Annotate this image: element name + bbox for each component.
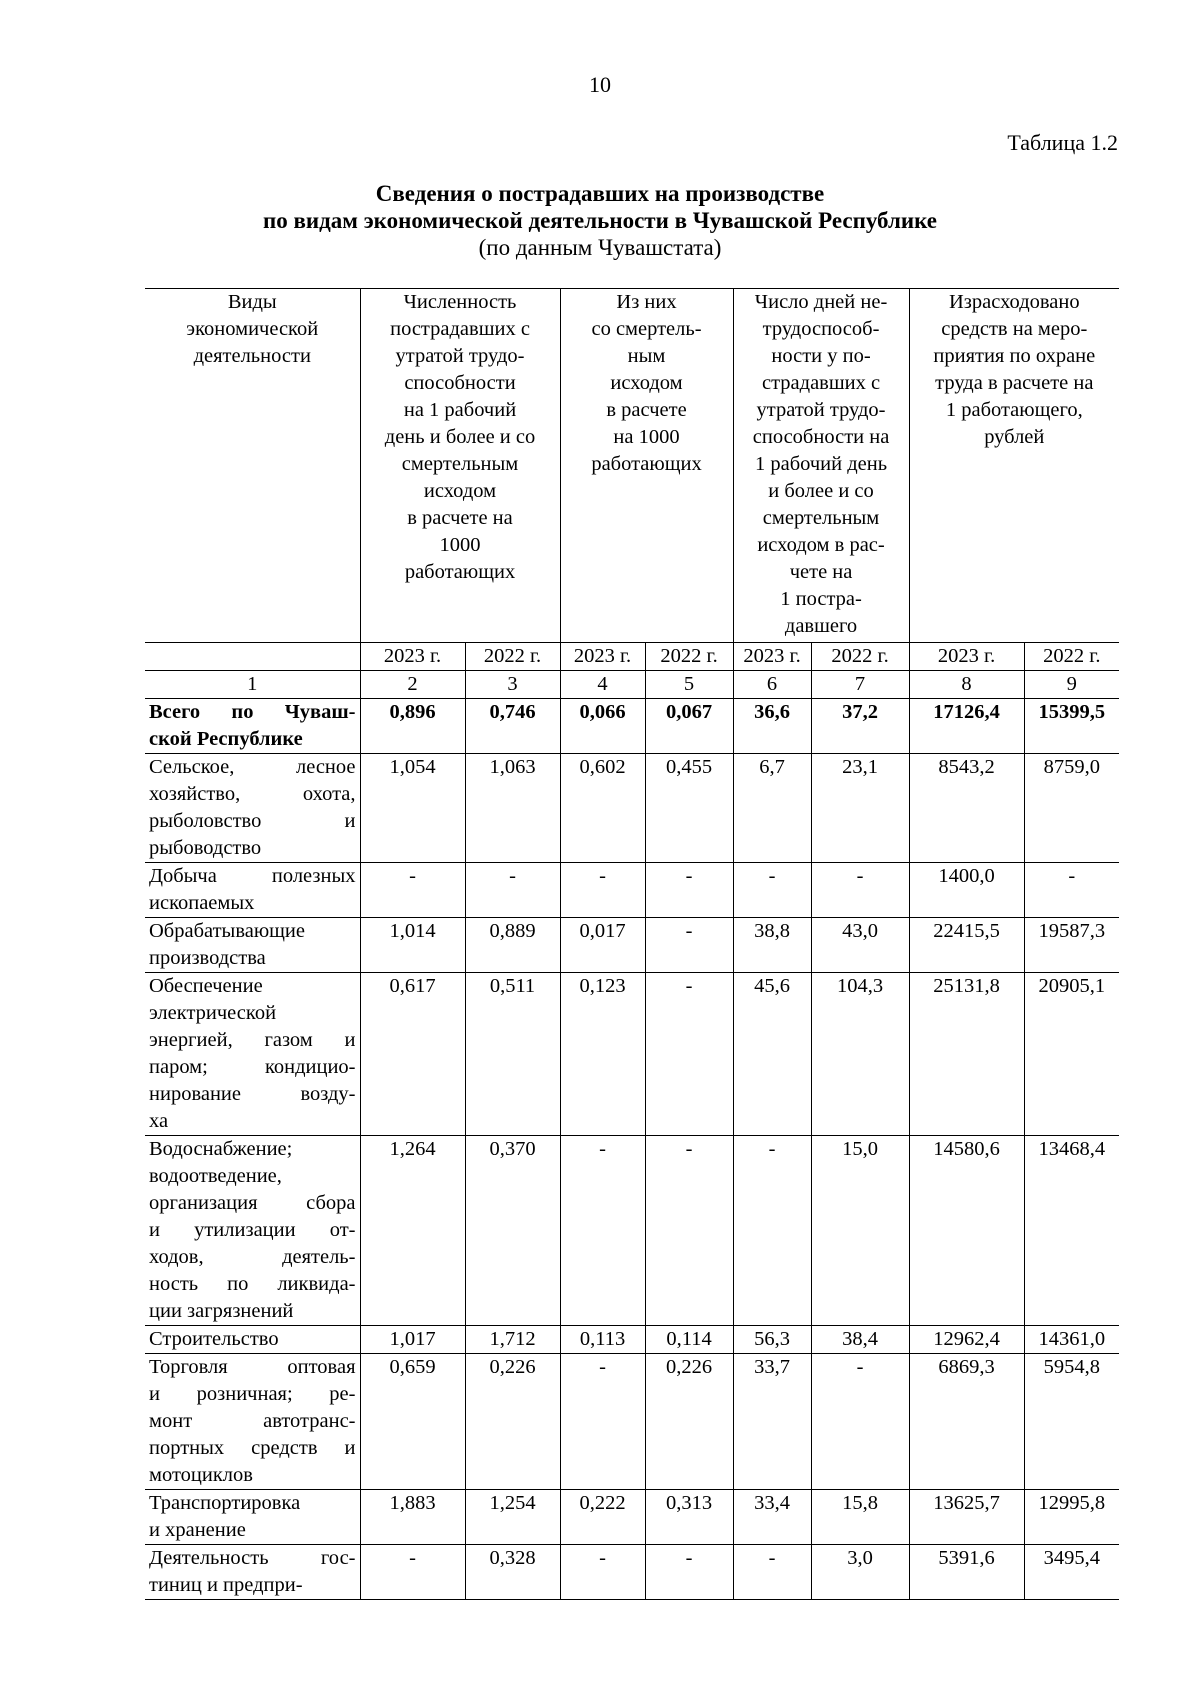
- value-cell: 33,4: [733, 1490, 811, 1545]
- value-cell: 17126,4: [909, 699, 1024, 754]
- value-cell: -: [360, 863, 465, 918]
- value-cell: 104,3: [811, 973, 909, 1136]
- column-number: 2: [360, 671, 465, 699]
- header-line: давшего: [784, 615, 858, 637]
- value-cell: 0,889: [465, 918, 560, 973]
- year-cell: 2022 г.: [811, 643, 909, 671]
- title-line-1: Сведения о пострадавших на производстве: [375, 181, 825, 206]
- value-cell: 1,014: [360, 918, 465, 973]
- table-label: Таблица 1.2: [1007, 130, 1118, 155]
- header-line: исходом: [423, 480, 497, 502]
- activity-name-cell: [145, 1326, 360, 1354]
- activity-name-line: и розничная; ре-: [149, 1383, 356, 1405]
- activity-name-cell: [145, 699, 360, 754]
- value-cell: 1,054: [360, 754, 465, 863]
- activity-name-line: рыбоводство: [149, 837, 262, 859]
- value-cell: 0,455: [645, 754, 733, 863]
- title-source: (по данным Чувашстата): [478, 235, 722, 260]
- header-line: и более и со: [768, 480, 874, 502]
- header-line: деятельности: [193, 345, 311, 367]
- header-disability-days: [733, 289, 909, 643]
- value-cell: 0,896: [360, 699, 465, 754]
- year-cell: 2023 г.: [560, 643, 645, 671]
- header-activity: [145, 289, 360, 643]
- value-cell: 23,1: [811, 754, 909, 863]
- value-cell: 0,617: [360, 973, 465, 1136]
- value-cell: 38,8: [733, 918, 811, 973]
- column-number: 6: [733, 671, 811, 699]
- value-cell: -: [560, 1354, 645, 1490]
- column-number: 8: [909, 671, 1024, 699]
- header-line: смертельным: [401, 453, 519, 475]
- activity-name-line: Сельское, лесное: [149, 756, 356, 778]
- value-cell: 56,3: [733, 1326, 811, 1354]
- value-cell: 3495,4: [1024, 1545, 1119, 1600]
- value-cell: 0,226: [645, 1354, 733, 1490]
- activity-name-line: Всего по Чуваш-: [149, 701, 356, 723]
- value-cell: -: [560, 1136, 645, 1326]
- value-cell: 12962,4: [909, 1326, 1024, 1354]
- header-line: способности на: [752, 426, 890, 448]
- header-injured-rate: [360, 289, 560, 643]
- activity-name-line: и хранение: [149, 1519, 246, 1541]
- header-line: смертельным: [762, 507, 880, 529]
- column-number: 3: [465, 671, 560, 699]
- header-line: чете на: [789, 561, 853, 583]
- value-cell: -: [733, 1136, 811, 1326]
- table-body: [145, 699, 1119, 1600]
- years-row: [145, 643, 1119, 671]
- header-line: 1000: [439, 534, 481, 556]
- value-cell: 1,063: [465, 754, 560, 863]
- value-cell: 0,113: [560, 1326, 645, 1354]
- header-line: Из них: [616, 291, 677, 313]
- activity-name-line: монт автотранс-: [149, 1410, 356, 1432]
- table-row: [145, 754, 1119, 863]
- activity-name-line: и утилизации от-: [149, 1219, 356, 1241]
- header-line: страдавших с: [761, 372, 881, 394]
- header-line: способности: [404, 372, 516, 394]
- value-cell: -: [733, 1545, 811, 1600]
- header-line: Виды: [227, 291, 277, 313]
- year-cell: 2023 г.: [733, 643, 811, 671]
- value-cell: -: [645, 918, 733, 973]
- value-cell: 6869,3: [909, 1354, 1024, 1490]
- value-cell: 8759,0: [1024, 754, 1119, 863]
- value-cell: 0,066: [560, 699, 645, 754]
- value-cell: -: [645, 973, 733, 1136]
- header-line: приятия по охране: [933, 345, 1096, 367]
- table-row: [145, 1326, 1119, 1354]
- activity-name-cell: [145, 1490, 360, 1545]
- column-number: 4: [560, 671, 645, 699]
- activity-name-cell: [145, 863, 360, 918]
- table-row: [145, 1545, 1119, 1600]
- value-cell: 14361,0: [1024, 1326, 1119, 1354]
- value-cell: 6,7: [733, 754, 811, 863]
- value-cell: 14580,6: [909, 1136, 1024, 1326]
- activity-name-line: ции загрязнений: [149, 1300, 294, 1322]
- value-cell: 13468,4: [1024, 1136, 1119, 1326]
- activity-name-line: ходов, деятель-: [149, 1246, 356, 1268]
- activity-name-line: Торговля оптовая: [149, 1356, 356, 1378]
- value-cell: 0,067: [645, 699, 733, 754]
- activity-name-line: хозяйство, охота,: [149, 783, 356, 805]
- activity-name-line: мотоциклов: [149, 1464, 253, 1486]
- activity-name-line: ископаемых: [149, 892, 255, 914]
- header-line: день и более и со: [384, 426, 536, 448]
- value-cell: 5391,6: [909, 1545, 1024, 1600]
- value-cell: 20905,1: [1024, 973, 1119, 1136]
- value-cell: 0,328: [465, 1545, 560, 1600]
- column-number: 9: [1024, 671, 1119, 699]
- activity-name-line: Добыча полезных: [149, 865, 356, 887]
- value-cell: -: [560, 1545, 645, 1600]
- table-row: [145, 1490, 1119, 1545]
- value-cell: 0,226: [465, 1354, 560, 1490]
- activity-name-line: производства: [149, 947, 266, 969]
- years-empty-cell: [145, 643, 360, 671]
- value-cell: -: [560, 863, 645, 918]
- value-cell: 1,254: [465, 1490, 560, 1545]
- value-cell: 1,883: [360, 1490, 465, 1545]
- header-expenditure: [909, 289, 1119, 643]
- activity-name-cell: [145, 754, 360, 863]
- table-row: [145, 1354, 1119, 1490]
- value-cell: 43,0: [811, 918, 909, 973]
- header-line: в расчете: [606, 399, 687, 421]
- column-numbers-row: [145, 671, 1119, 699]
- activity-name-line: нирование возду-: [149, 1083, 356, 1105]
- value-cell: 22415,5: [909, 918, 1024, 973]
- header-line: 1 постра-: [780, 588, 862, 610]
- year-cell: 2022 г.: [645, 643, 733, 671]
- activity-name-line: ха: [149, 1110, 169, 1132]
- year-cell: 2023 г.: [360, 643, 465, 671]
- activity-name-line: портных средств и: [149, 1437, 356, 1459]
- table-row: [145, 863, 1119, 918]
- activity-name-line: паром; кондицио-: [149, 1056, 356, 1078]
- header-line: на 1 рабочий: [403, 399, 517, 421]
- header-line: работающих: [591, 453, 702, 475]
- value-cell: 15,8: [811, 1490, 909, 1545]
- value-cell: 19587,3: [1024, 918, 1119, 973]
- value-cell: 0,602: [560, 754, 645, 863]
- value-cell: 15399,5: [1024, 699, 1119, 754]
- value-cell: 1400,0: [909, 863, 1024, 918]
- value-cell: 37,2: [811, 699, 909, 754]
- activity-name-line: тиниц и предпри-: [149, 1574, 303, 1596]
- value-cell: 0,313: [645, 1490, 733, 1545]
- activity-name-cell: [145, 1545, 360, 1600]
- value-cell: 38,4: [811, 1326, 909, 1354]
- header-line: 1 рабочий день: [754, 453, 888, 475]
- value-cell: 0,017: [560, 918, 645, 973]
- header-line: утратой трудо-: [756, 399, 886, 421]
- header-line: исходом: [610, 372, 683, 394]
- value-cell: 36,6: [733, 699, 811, 754]
- column-number: 5: [645, 671, 733, 699]
- column-number: 1: [145, 671, 360, 699]
- year-cell: 2022 г.: [465, 643, 560, 671]
- value-cell: 13625,7: [909, 1490, 1024, 1545]
- activity-name-cell: [145, 973, 360, 1136]
- header-line: пострадавших с: [390, 318, 530, 340]
- value-cell: -: [465, 863, 560, 918]
- header-row: [145, 289, 1119, 643]
- activity-name-line: Обрабатывающие: [149, 920, 305, 942]
- value-cell: -: [811, 1354, 909, 1490]
- header-line: рублей: [984, 426, 1045, 448]
- header-fatal-rate: [560, 289, 733, 643]
- value-cell: -: [811, 863, 909, 918]
- value-cell: -: [645, 863, 733, 918]
- value-cell: 15,0: [811, 1136, 909, 1326]
- value-cell: 0,511: [465, 973, 560, 1136]
- value-cell: 45,6: [733, 973, 811, 1136]
- header-line: 1 работающего,: [945, 399, 1083, 421]
- header-line: трудоспособ-: [762, 318, 880, 340]
- value-cell: -: [645, 1136, 733, 1326]
- year-cell: 2023 г.: [909, 643, 1024, 671]
- value-cell: 3,0: [811, 1545, 909, 1600]
- value-cell: 0,222: [560, 1490, 645, 1545]
- value-cell: 1,017: [360, 1326, 465, 1354]
- page-number: 10: [589, 72, 611, 97]
- header-line: исходом в рас-: [757, 534, 885, 556]
- header-line: работающих: [404, 561, 516, 583]
- header-line: Численность: [403, 291, 517, 313]
- header-line: экономической: [186, 318, 319, 340]
- header-line: Израсходовано: [948, 291, 1080, 313]
- activity-name-line: Деятельность гос-: [149, 1547, 356, 1569]
- activity-name-cell: [145, 918, 360, 973]
- header-line: ности у по-: [771, 345, 871, 367]
- value-cell: -: [1024, 863, 1119, 918]
- column-number: 7: [811, 671, 909, 699]
- activity-name-line: Водоснабжение;: [149, 1138, 293, 1160]
- activity-name-line: Транспортировка: [149, 1492, 301, 1514]
- value-cell: -: [733, 863, 811, 918]
- injury-statistics-table: [145, 288, 1119, 1600]
- value-cell: 12995,8: [1024, 1490, 1119, 1545]
- activity-name-line: энергией, газом и: [149, 1029, 356, 1051]
- table-title: [0, 180, 1200, 261]
- header-line: в расчете на: [407, 507, 513, 529]
- header-line: Число дней не-: [754, 291, 888, 313]
- value-cell: 0,746: [465, 699, 560, 754]
- table-row: [145, 1136, 1119, 1326]
- value-cell: 25131,8: [909, 973, 1024, 1136]
- header-line: средств на меро-: [941, 318, 1088, 340]
- value-cell: -: [645, 1545, 733, 1600]
- table-row: [145, 699, 1119, 754]
- header-line: на 1000: [613, 426, 680, 448]
- activity-name-cell: [145, 1354, 360, 1490]
- activity-name-cell: [145, 1136, 360, 1326]
- activity-name-line: водоотведение,: [149, 1165, 282, 1187]
- activity-name-line: ской Республике: [149, 728, 303, 750]
- title-line-2: по видам экономической деятельности в Чувашской Республике: [263, 208, 937, 233]
- header-line: ным: [627, 345, 666, 367]
- value-cell: 1,712: [465, 1326, 560, 1354]
- activity-name-line: рыболовство и: [149, 810, 356, 832]
- value-cell: -: [360, 1545, 465, 1600]
- value-cell: 0,123: [560, 973, 645, 1136]
- activity-name-line: ность по ликвида-: [149, 1273, 356, 1295]
- value-cell: 8543,2: [909, 754, 1024, 863]
- activity-name-line: электрической: [149, 1002, 277, 1024]
- activity-name-line: Обеспечение: [149, 975, 263, 997]
- header-line: со смертель-: [591, 318, 702, 340]
- header-line: утратой трудо-: [395, 345, 525, 367]
- table-row: [145, 918, 1119, 973]
- header-line: труда в расчете на: [935, 372, 1094, 394]
- value-cell: 0,659: [360, 1354, 465, 1490]
- value-cell: 5954,8: [1024, 1354, 1119, 1490]
- table-row: [145, 973, 1119, 1136]
- value-cell: 33,7: [733, 1354, 811, 1490]
- value-cell: 1,264: [360, 1136, 465, 1326]
- year-cell: 2022 г.: [1024, 643, 1119, 671]
- activity-name-line: Строительство: [149, 1328, 279, 1350]
- value-cell: 0,370: [465, 1136, 560, 1326]
- value-cell: 0,114: [645, 1326, 733, 1354]
- activity-name-line: организация сбора: [149, 1192, 356, 1214]
